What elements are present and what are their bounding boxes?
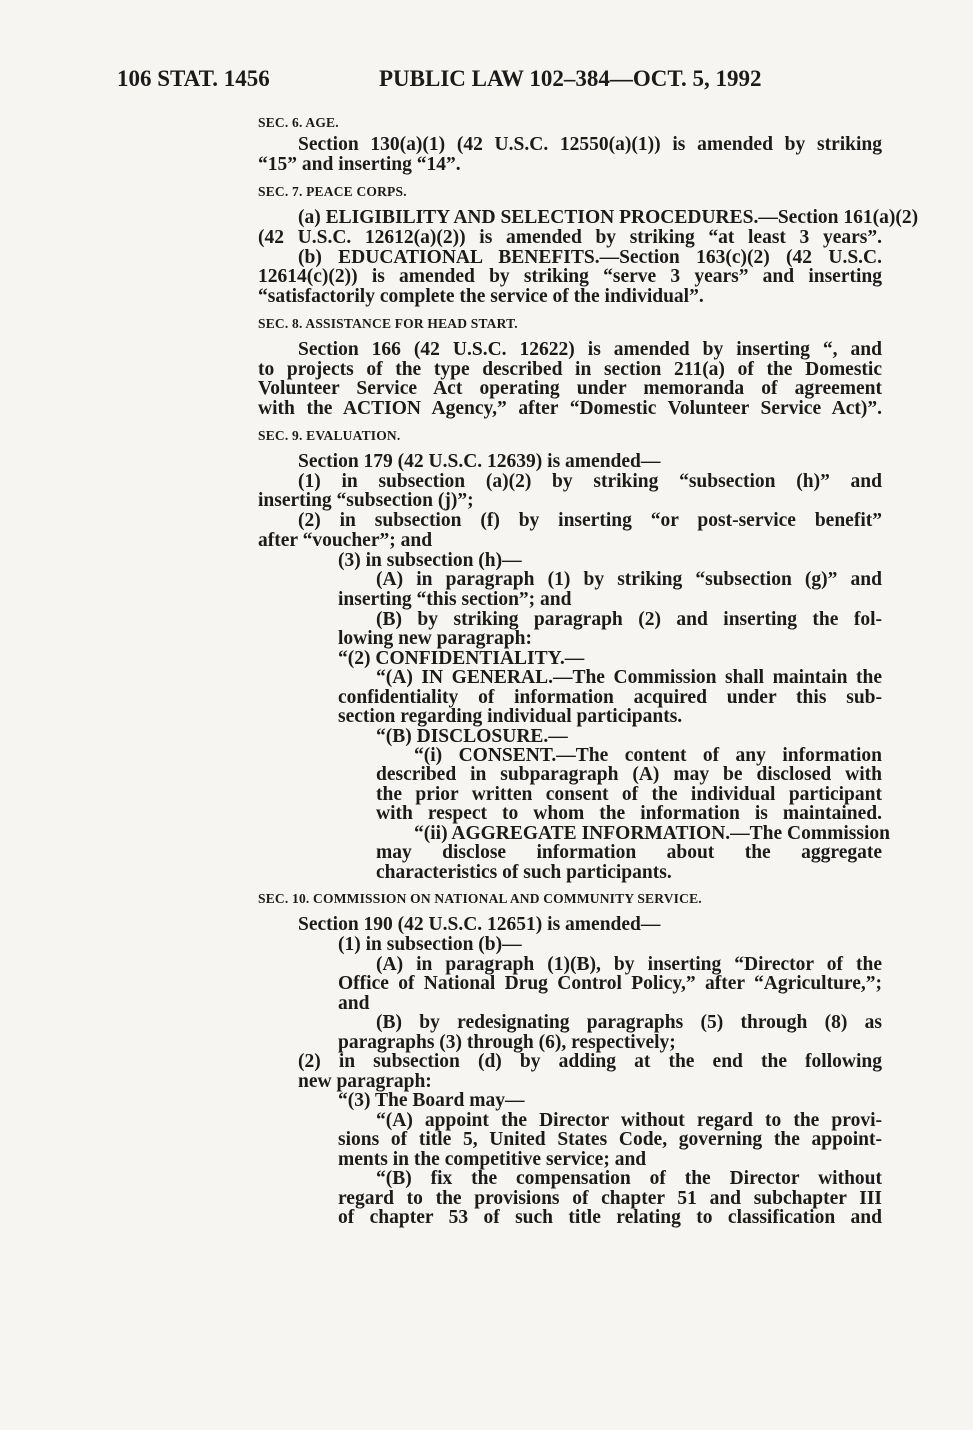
text-line: lowing new paragraph: bbox=[338, 628, 532, 649]
text-line: described in subparagraph (A) may be disclosed with bbox=[376, 764, 882, 785]
text-line: and bbox=[338, 993, 370, 1014]
text-line: (2) in subsection (d) by adding at the end the following bbox=[298, 1051, 882, 1072]
text-line: (2) in subsection (f) by inserting “or post-service benefit” bbox=[298, 510, 882, 531]
text-line: with the ACTION Agency,” after “Domestic Volunteer Service Act)”. bbox=[258, 398, 882, 419]
page-header bbox=[117, 66, 767, 94]
text-line: (42 U.S.C. 12612(a)(2)) is amended by striking “at least 3 years”. bbox=[258, 227, 882, 248]
text-line: new paragraph: bbox=[298, 1071, 432, 1092]
text-line: characteristics of such participants. bbox=[376, 862, 672, 883]
text-line: “15” and inserting “14”. bbox=[258, 154, 461, 175]
text-line: Section 130(a)(1) (42 U.S.C. 12550(a)(1)) is amended by striking bbox=[298, 134, 882, 155]
text-line: to projects of the type described in section 211(a) of the Domestic bbox=[258, 359, 882, 380]
text-line: “(B) fix the compensation of the Director without bbox=[376, 1168, 882, 1189]
text-line: sions of title 5, United States Code, governing the appoint- bbox=[338, 1129, 882, 1150]
text-line: “(B) DISCLOSURE.— bbox=[376, 726, 568, 747]
text-line: after “voucher”; and bbox=[258, 530, 433, 551]
text-line: the prior written consent of the individual participant bbox=[376, 784, 882, 805]
public-law-citation: PUBLIC LAW 102–384—OCT. 5, 1992 bbox=[379, 66, 762, 91]
text-line: 12614(c)(2)) is amended by striking “serve 3 years” and inserting bbox=[258, 266, 882, 287]
text-line: (A) in paragraph (1) by striking “subsection (g)” and bbox=[376, 569, 882, 590]
section-heading: SEC. 7. PEACE CORPS. bbox=[258, 184, 407, 199]
text-line: “(A) IN GENERAL.—The Commission shall maintain the bbox=[376, 667, 882, 688]
text-line: (B) by redesignating paragraphs (5) through (8) as bbox=[376, 1012, 882, 1033]
text-line: (A) in paragraph (1)(B), by inserting “Director of the bbox=[376, 954, 882, 975]
text-line: “(A) appoint the Director without regard to the provi- bbox=[376, 1110, 882, 1131]
statute-page-number: 106 STAT. 1456 bbox=[117, 66, 270, 91]
text-line: Section 179 (42 U.S.C. 12639) is amended— bbox=[298, 451, 661, 472]
text-line: of chapter 53 of such title relating to classification and bbox=[338, 1207, 882, 1228]
section-heading: SEC. 10. COMMISSION ON NATIONAL AND COMMUNITY SERVICE. bbox=[258, 891, 702, 906]
text-line: inserting “subsection (j)”; bbox=[258, 490, 474, 511]
text-line: (1) in subsection (a)(2) by striking “subsection (h)” and bbox=[298, 471, 882, 492]
text-line: with respect to whom the information is maintained. bbox=[376, 803, 882, 824]
text-line: (3) in subsection (h)— bbox=[338, 550, 522, 571]
text-line: “(ii) AGGREGATE INFORMATION.—The Commission bbox=[414, 823, 890, 844]
text-line: ments in the competitive service; and bbox=[338, 1149, 647, 1170]
text-line: section regarding individual participants. bbox=[338, 706, 683, 727]
text-line: (b) EDUCATIONAL BENEFITS.—Section 163(c)(2) (42 U.S.C. bbox=[298, 247, 882, 268]
section-heading: SEC. 9. EVALUATION. bbox=[258, 428, 401, 443]
text-line: (B) by striking paragraph (2) and inserting the fol- bbox=[376, 609, 882, 630]
text-line: may disclose information about the aggregate bbox=[376, 842, 882, 863]
text-line: (a) ELIGIBILITY AND SELECTION PROCEDURES.—Section 161(a)(2) bbox=[298, 207, 919, 228]
text-line: “satisfactorily complete the service of the individual”. bbox=[258, 286, 704, 307]
text-line: “(2) CONFIDENTIALITY.— bbox=[338, 648, 585, 669]
text-line: inserting “this section”; and bbox=[338, 589, 572, 610]
section-heading: SEC. 8. ASSISTANCE FOR HEAD START. bbox=[258, 316, 518, 331]
text-line: regard to the provisions of chapter 51 and subchapter III bbox=[338, 1188, 882, 1209]
text-line: (1) in subsection (b)— bbox=[338, 934, 522, 955]
text-line: paragraphs (3) through (6), respectively; bbox=[338, 1032, 676, 1053]
text-line: Volunteer Service Act operating under memoranda of agreement bbox=[258, 378, 882, 399]
text-line: Section 190 (42 U.S.C. 12651) is amended— bbox=[298, 914, 661, 935]
text-line: Office of National Drug Control Policy,” after “Agriculture,”; bbox=[338, 973, 882, 994]
text-line: confidentiality of information acquired under this sub- bbox=[338, 687, 882, 708]
text-line: “(i) CONSENT.—The content of any information bbox=[414, 745, 882, 766]
text-line: Section 166 (42 U.S.C. 12622) is amended by inserting “, and bbox=[298, 339, 882, 360]
text-line: “(3) The Board may— bbox=[338, 1090, 525, 1111]
section-heading: SEC. 6. AGE. bbox=[258, 115, 339, 130]
